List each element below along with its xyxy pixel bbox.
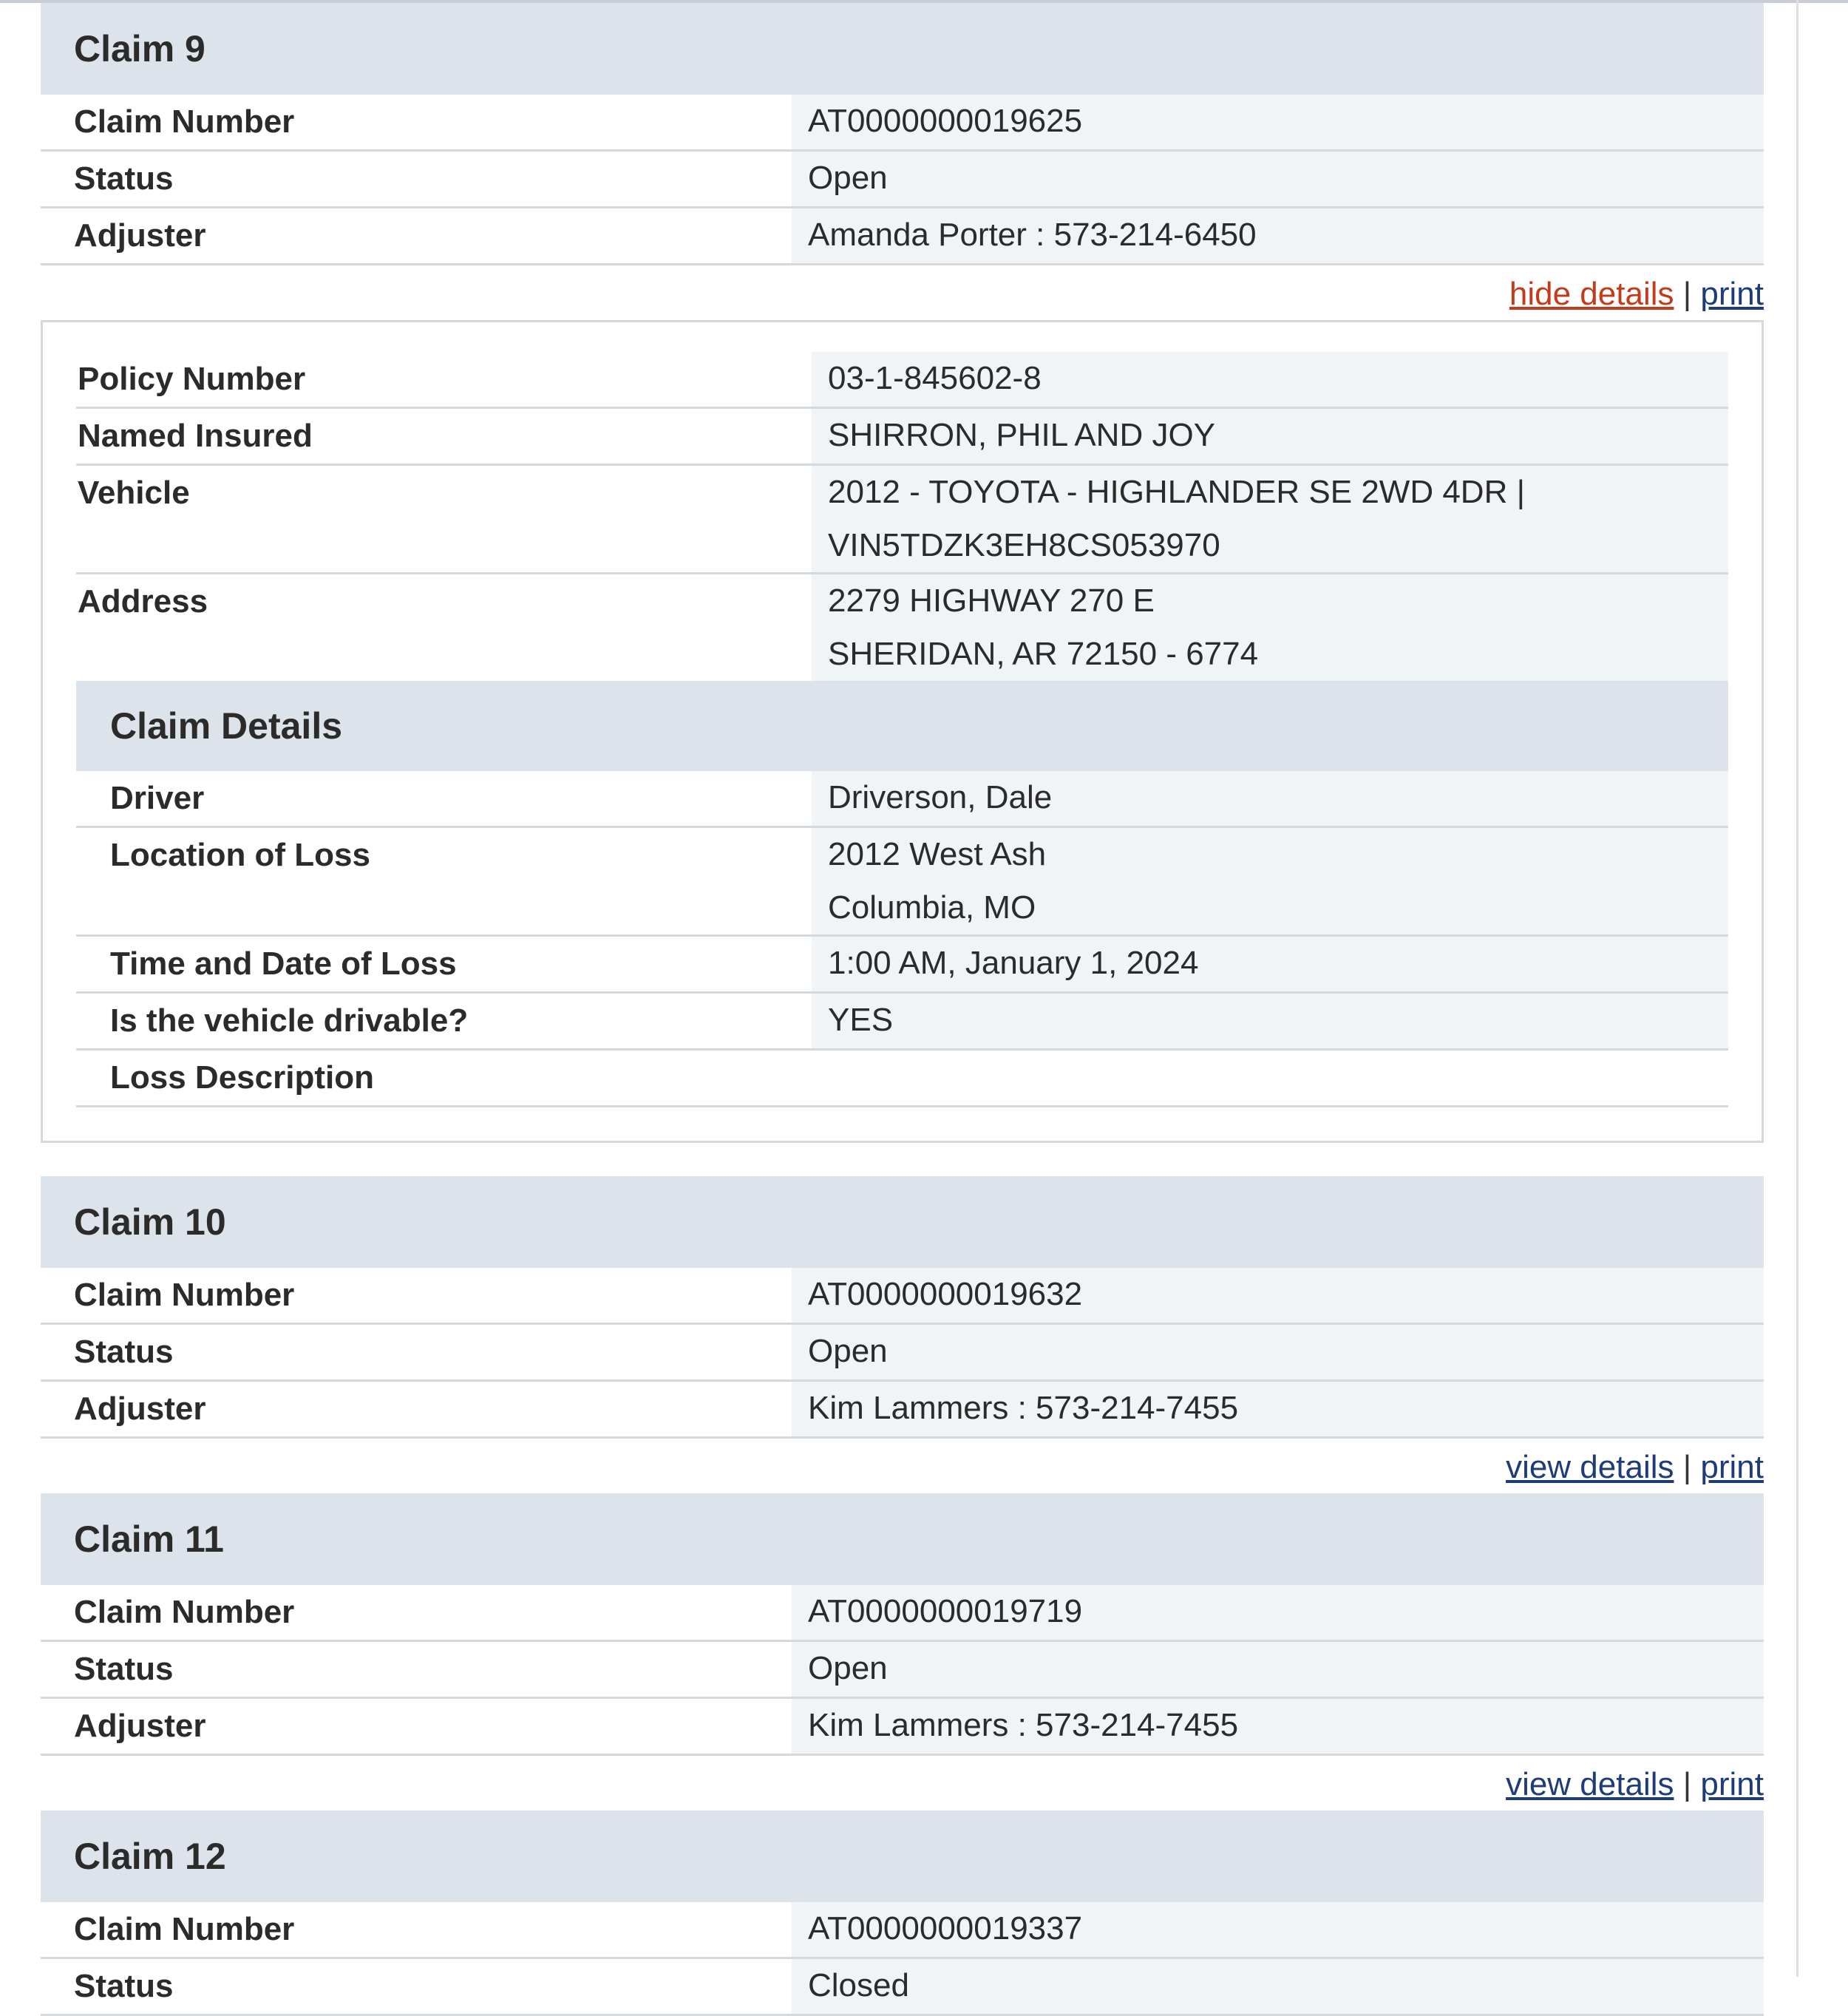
- claim-number-row: [41, 1268, 1764, 1325]
- print-link[interactable]: print: [1700, 1766, 1764, 1802]
- drivable-row: [76, 994, 1728, 1051]
- driver-label: Driver: [76, 771, 812, 826]
- vehicle-value: [812, 466, 1728, 572]
- location-line-2: Columbia, MO: [828, 889, 1036, 926]
- adjuster-row: [41, 1382, 1764, 1439]
- adjuster-row: [41, 208, 1764, 265]
- status-row: [41, 1642, 1764, 1699]
- address-row: [76, 574, 1728, 681]
- claim-title: Claim 11: [41, 1493, 1764, 1585]
- policy-number-row: [76, 352, 1728, 409]
- claim-title: Claim 12: [41, 1810, 1764, 1902]
- adjuster-label: Adjuster: [41, 1382, 792, 1436]
- print-link[interactable]: print: [1700, 276, 1764, 312]
- named-insured-row: [76, 409, 1728, 466]
- time-date-value: 1:00 AM, January 1, 2024: [812, 937, 1728, 991]
- status-row: [41, 152, 1764, 208]
- loss-description-label: Loss Description: [76, 1051, 812, 1105]
- claim-number-row: [41, 1902, 1764, 1959]
- claim-number-label: Claim Number: [41, 95, 792, 149]
- link-separator: |: [1682, 276, 1692, 312]
- location-line-1: 2012 West Ash: [828, 836, 1047, 872]
- claim-number-value: AT0000000019625: [792, 95, 1764, 149]
- claim-details-panel: [41, 320, 1764, 1143]
- claim-number-row: [41, 95, 1764, 152]
- adjuster-label: Adjuster: [41, 208, 792, 263]
- policy-number-value: 03-1-845602-8: [812, 352, 1728, 407]
- status-value: Open: [792, 152, 1764, 206]
- claim-number-label: Claim Number: [41, 1268, 792, 1323]
- claim-section: [41, 1810, 1764, 2016]
- claim-section: [41, 1176, 1764, 1493]
- driver-value: Driverson, Dale: [812, 771, 1728, 826]
- location-label: Location of Loss: [76, 828, 812, 934]
- named-insured-value: SHIRRON, PHIL AND JOY: [812, 409, 1728, 464]
- status-value: Open: [792, 1642, 1764, 1697]
- status-label: Status: [41, 1642, 792, 1697]
- location-value: [812, 828, 1728, 934]
- address-line-2: SHERIDAN, AR 72150 - 6774: [828, 636, 1259, 672]
- named-insured-label: Named Insured: [76, 409, 812, 464]
- claim-actions: [41, 1756, 1764, 1810]
- time-date-label: Time and Date of Loss: [76, 937, 812, 991]
- status-label: Status: [41, 1959, 792, 2014]
- status-row: [41, 1959, 1764, 2016]
- link-separator: |: [1682, 1766, 1692, 1802]
- claim-section: [41, 1493, 1764, 1810]
- claim-actions: [41, 265, 1764, 320]
- loss-description-row: [76, 1051, 1728, 1107]
- print-link[interactable]: print: [1700, 1449, 1764, 1485]
- adjuster-value: Kim Lammers : 573-214-7455: [792, 1382, 1764, 1436]
- hide-details-link[interactable]: hide details: [1509, 276, 1674, 312]
- claim-number-value: AT0000000019632: [792, 1268, 1764, 1323]
- loss-description-value: [812, 1051, 1728, 1105]
- vehicle-row: [76, 466, 1728, 574]
- claim-number-label: Claim Number: [41, 1585, 792, 1640]
- adjuster-row: [41, 1699, 1764, 1756]
- claim-number-value: AT0000000019719: [792, 1585, 1764, 1640]
- claim-number-row: [41, 1585, 1764, 1642]
- vin-line: VIN5TDZK3EH8CS053970: [828, 527, 1220, 563]
- adjuster-label: Adjuster: [41, 1699, 792, 1754]
- claim-details-heading: Claim Details: [76, 681, 1728, 771]
- claim-number-value: AT0000000019337: [792, 1902, 1764, 1957]
- drivable-value: YES: [812, 994, 1728, 1048]
- link-separator: |: [1682, 1449, 1692, 1485]
- claim-section: [41, 3, 1764, 1143]
- claim-title: Claim 9: [41, 3, 1764, 95]
- adjuster-value: Kim Lammers : 573-214-7455: [792, 1699, 1764, 1754]
- address-label: Address: [76, 574, 812, 681]
- status-label: Status: [41, 1325, 792, 1379]
- drivable-label: Is the vehicle drivable?: [76, 994, 812, 1048]
- address-value: [812, 574, 1728, 681]
- claims-list: [41, 3, 1764, 2016]
- driver-row: [76, 771, 1728, 828]
- claim-number-label: Claim Number: [41, 1902, 792, 1957]
- view-details-link[interactable]: view details: [1506, 1766, 1674, 1802]
- view-details-link[interactable]: view details: [1506, 1449, 1674, 1485]
- address-line-1: 2279 HIGHWAY 270 E: [828, 583, 1155, 619]
- adjuster-value: Amanda Porter : 573-214-6450: [792, 208, 1764, 263]
- time-date-row: [76, 937, 1728, 994]
- location-row: [76, 828, 1728, 937]
- vehicle-line: 2012 - TOYOTA - HIGHLANDER SE 2WD 4DR |: [828, 474, 1526, 510]
- status-value: Closed: [792, 1959, 1764, 2014]
- vehicle-label: Vehicle: [76, 466, 812, 572]
- policy-number-label: Policy Number: [76, 352, 812, 407]
- status-row: [41, 1325, 1764, 1382]
- status-value: Open: [792, 1325, 1764, 1379]
- claim-title: Claim 10: [41, 1176, 1764, 1268]
- scroll-edge: [1796, 0, 1798, 1977]
- claim-actions: [41, 1439, 1764, 1493]
- status-label: Status: [41, 152, 792, 206]
